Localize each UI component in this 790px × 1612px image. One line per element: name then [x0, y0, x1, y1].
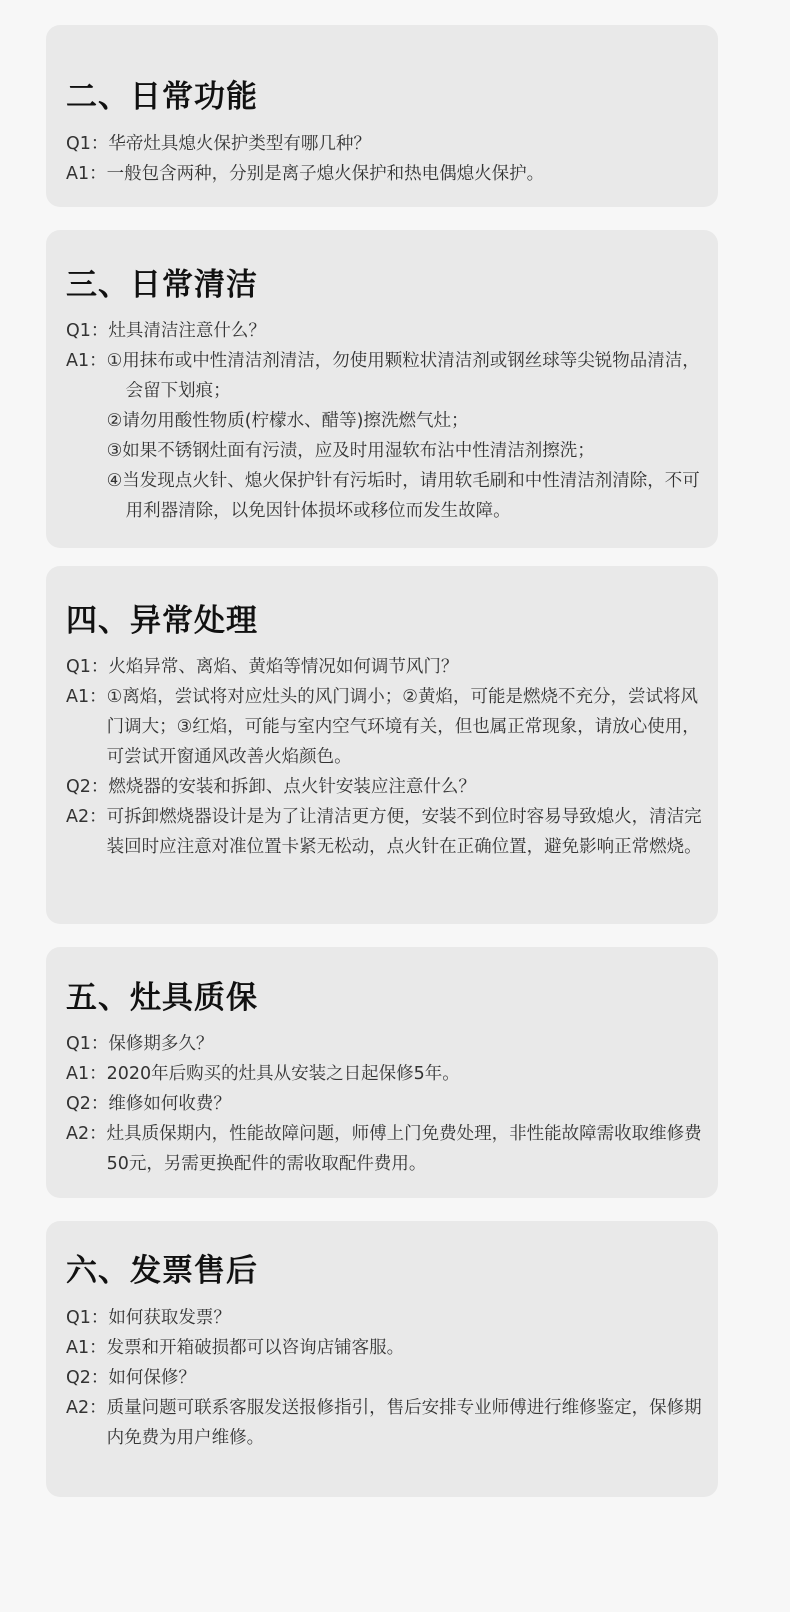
qa-list: [66, 652, 710, 862]
question-row: [66, 1363, 710, 1393]
question-label: Q1：: [66, 321, 109, 341]
answer-row: [66, 1393, 710, 1453]
qa-list: [66, 1029, 710, 1179]
question-label: Q1：: [66, 1034, 109, 1054]
answer-label: A2：: [66, 807, 107, 827]
qa-list: [66, 1303, 710, 1453]
answer-text: 灶具质保期内，性能故障问题，师傅上门免费处理，非性能故障需收取维修费50元，另需更换配件的需收取配件费用。: [106, 1124, 702, 1174]
answer-text: 2020年后购买的灶具从安装之日起保修5年。: [106, 1064, 460, 1084]
question-label: Q1：: [66, 657, 109, 677]
answer-row: [66, 159, 706, 189]
question-label: Q2：: [66, 777, 109, 797]
answer-item: ③如果不锈钢灶面有污渍，应及时用湿软布沾中性清洁剂擦洗；: [106, 441, 595, 461]
section-card-daily-functions: [46, 25, 718, 207]
section-card-daily-cleaning: [46, 230, 718, 548]
question-label: Q1：: [66, 1308, 109, 1328]
question-text: 保修期多久？: [108, 1034, 214, 1054]
question-row: [66, 1029, 710, 1059]
question-row: [66, 1303, 710, 1333]
question-label: Q2：: [66, 1368, 109, 1388]
answer-text: ①离焰，尝试将对应灶头的风门调小；②黄焰，可能是燃烧不充分，尝试将风门调大；③红焰，可能与室内空气环境有关，但也属正常现象，请放心使用，可尝试开窗通风改善火焰颜色。: [106, 687, 700, 767]
answer-row: [66, 1333, 710, 1363]
section-card-warranty: [46, 947, 718, 1198]
answer-item: ④当发现点火针、熄火保护针有污垢时，请用软毛刷和中性清洁剂清除，不可用利器清除，以免因针体损坏或移位而发生故障。: [106, 471, 700, 521]
question-text: 灶具清洁注意什么？: [108, 321, 266, 341]
answer-label: A2：: [66, 1124, 107, 1144]
section-card-invoice-aftersales: [46, 1221, 718, 1497]
section-title: 四、异常处理: [66, 603, 258, 639]
answer-label: A1：: [66, 351, 107, 371]
answer-row: [66, 682, 710, 772]
answer-item: ②请勿用酸性物质(柠檬水、醋等)擦洗燃气灶；: [106, 411, 469, 431]
answer-text: 质量问题可联系客服发送报修指引，售后安排专业师傅进行维修鉴定，保修期内免费为用户维修。: [106, 1398, 702, 1448]
question-text: 燃烧器的安装和拆卸、点火针安装应注意什么？: [108, 777, 476, 797]
answer-row: [66, 1119, 710, 1179]
answer-row: [66, 346, 710, 526]
question-label: Q1：: [66, 134, 109, 154]
answer-row: [66, 802, 710, 862]
answer-label: A1：: [66, 1338, 107, 1358]
qa-list: [66, 129, 706, 189]
answer-label: A1：: [66, 1064, 107, 1084]
question-row: [66, 1089, 710, 1119]
question-row: [66, 772, 710, 802]
answer-item: ①用抹布或中性清洁剂清洁，勿使用颗粒状清洁剂或钢丝球等尖锐物品清洁，会留下划痕；: [106, 351, 700, 401]
section-title: 五、灶具质保: [66, 980, 258, 1016]
answer-label: A1：: [66, 164, 107, 184]
question-row: [66, 652, 710, 682]
question-text: 华帝灶具熄火保护类型有哪几种？: [108, 134, 371, 154]
question-text: 火焰异常、离焰、黄焰等情况如何调节风门？: [108, 657, 459, 677]
question-text: 如何保修？: [108, 1368, 196, 1388]
question-text: 维修如何收费？: [108, 1094, 231, 1114]
section-title: 六、发票售后: [66, 1253, 258, 1289]
section-card-troubleshooting: [46, 566, 718, 924]
answer-label: A1：: [66, 687, 107, 707]
answer-label: A2：: [66, 1398, 107, 1418]
question-row: [66, 316, 710, 346]
section-title: 二、日常功能: [66, 79, 258, 115]
section-title: 三、日常清洁: [66, 267, 258, 303]
qa-list: [66, 316, 710, 526]
answer-text: 发票和开箱破损都可以咨询店铺客服。: [106, 1338, 405, 1358]
question-text: 如何获取发票？: [108, 1308, 231, 1328]
question-label: Q2：: [66, 1094, 109, 1114]
answer-text: 一般包含两种，分别是离子熄火保护和热电偶熄火保护。: [106, 164, 545, 184]
answer-row: [66, 1059, 710, 1089]
answer-text: 可拆卸燃烧器设计是为了让清洁更方便，安装不到位时容易导致熄火，清洁完装回时应注意对准位置卡紧无松动，点火针在正确位置，避免影响正常燃烧。: [106, 807, 702, 857]
question-row: [66, 129, 706, 159]
